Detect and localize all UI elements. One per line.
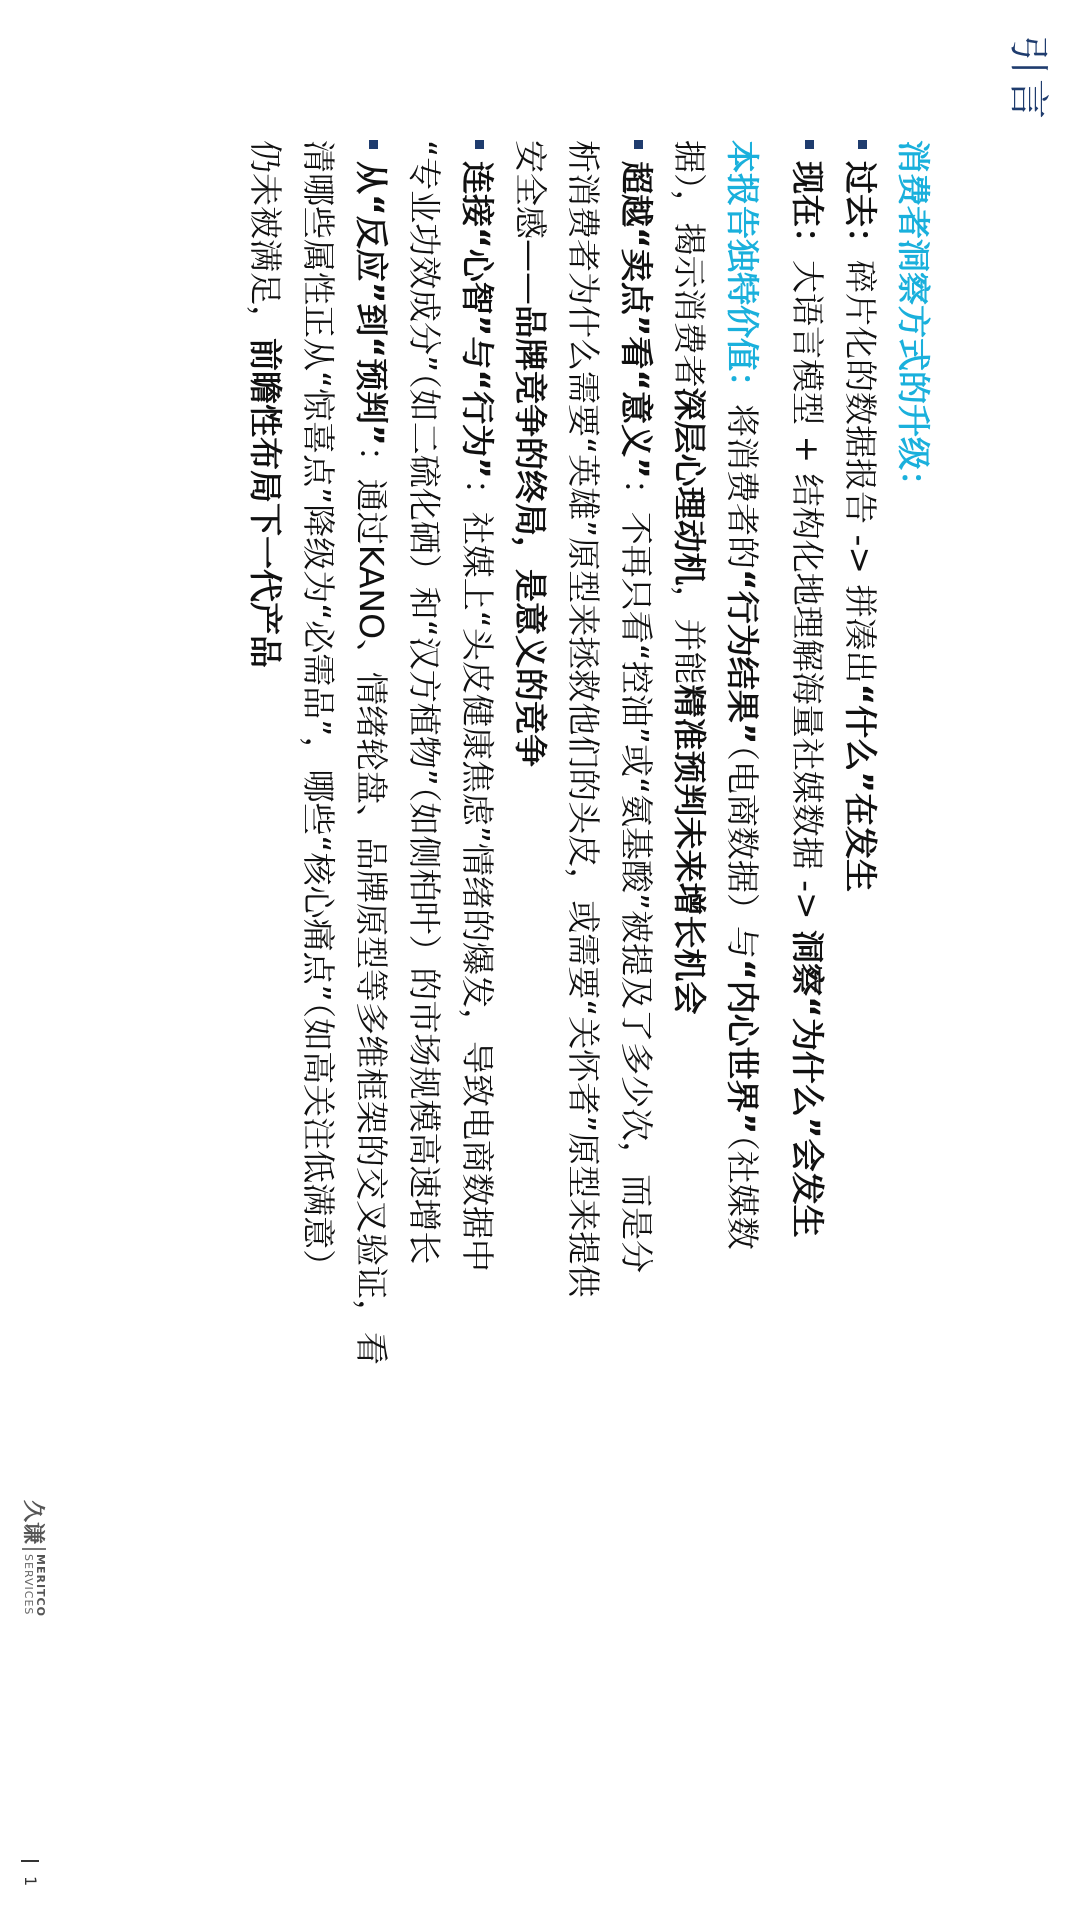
bullet-icon bbox=[475, 140, 484, 149]
section1-heading: 消费者洞察方式的升级： bbox=[894, 140, 933, 503]
bullet3-line1: 从“反应”到“预判”：通过KANO、情绪轮盘、品牌原型等多维框架的交叉验证，看 bbox=[345, 140, 398, 1840]
bullet1-line1: 超越“卖点”看“意义”：不再只看“控油”或“氨基酸”被提及了多少次，而是分 bbox=[610, 140, 663, 1840]
bullet2-line1: 连接“心智”与“行为”：社媒上“头皮健康焦虑”情绪的爆发，导致电商数据中 bbox=[451, 140, 504, 1840]
slide-content bbox=[239, 140, 940, 1840]
section2-line2: 据），揭示消费者深层心理动机，并能精准预判未来增长机会 bbox=[670, 140, 709, 1015]
page-title: 引言 bbox=[1005, 35, 1051, 123]
bullet-icon bbox=[634, 140, 643, 149]
now-item: 现在：大语言模型 + 结构化地理解海量社媒数据 -> 洞察“为什么”会发生 bbox=[781, 140, 834, 1840]
company-logo bbox=[19, 1500, 50, 1617]
section2-line1: 本报告独特价值：将消费者的“行为结果”（电商数据）与“内心世界”（社媒数 bbox=[723, 140, 762, 1250]
logo-mark: 久谦 bbox=[20, 1500, 45, 1545]
bullet2-line2: “专业功效成分”（如二硫化硒）和“汉方植物”（如侧柏叶）的市场规模高速增长 bbox=[405, 140, 444, 1265]
bullet3-line3: 仍未被满足，前瞻性布局下一代产品 bbox=[246, 140, 285, 668]
bullet-icon bbox=[369, 140, 378, 149]
logo-line1: MERITCO bbox=[34, 1554, 48, 1617]
page-number: 1 bbox=[21, 1860, 40, 1886]
bullet3-line2: 清哪些属性正从“惊喜点”降级为“必需品”，哪些“核心痛点”（如高关注低满意） bbox=[299, 140, 338, 1283]
logo-line2: SERVICES bbox=[22, 1554, 36, 1616]
bullet1-line2: 析消费者为什么需要“英雄”原型来拯救他们的头皮，或需要“关怀者”原型来提供 bbox=[564, 140, 603, 1298]
page-divider bbox=[22, 1860, 40, 1862]
logo-divider bbox=[23, 1548, 47, 1550]
bullet-icon bbox=[858, 140, 867, 149]
bullet-icon bbox=[805, 140, 814, 149]
bullet1-line3: 安全感——品牌竞争的终局，是意义的竞争 bbox=[511, 140, 550, 767]
past-item: 过去：碎片化的数据报告 -> 拼凑出“什么”在发生 bbox=[834, 140, 887, 1840]
